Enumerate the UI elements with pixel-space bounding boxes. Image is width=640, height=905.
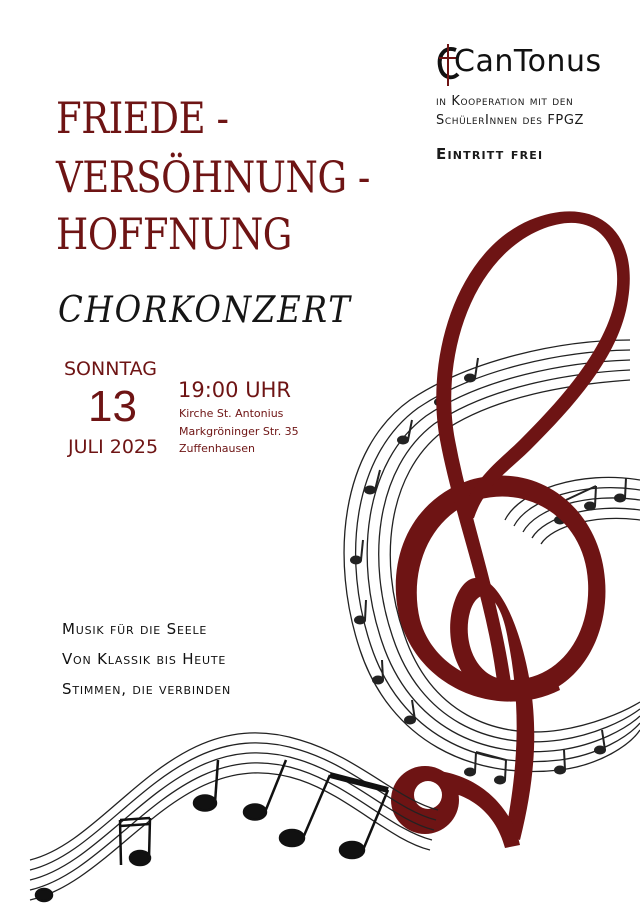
tagline-1: Musik für die Seele — [62, 620, 208, 638]
date-month-year: JULI 2025 — [68, 436, 159, 458]
swirl-notes — [351, 358, 626, 784]
tagline-2: Von Klassik bis Heute — [62, 650, 227, 668]
cooperation-line-2: SchülerInnen des FPGZ — [436, 113, 585, 128]
venue-district: Zuffenhausen — [179, 442, 255, 455]
headline-line-2: VERSÖHNUNG - — [56, 153, 370, 203]
tagline-3: Stimmen, die verbinden — [62, 680, 231, 698]
cooperation-line-1: in Kooperation mit den — [436, 94, 574, 109]
headline-line-1: FRIEDE - — [56, 94, 229, 144]
headline-line-3: HOFFNUNG — [56, 210, 292, 260]
venue-name: Kirche St. Antonius — [179, 407, 284, 420]
date-day: 13 — [88, 382, 137, 431]
cantonus-logo — [436, 40, 616, 86]
bottom-notes — [36, 760, 388, 901]
logo-text: CanTonus — [454, 44, 602, 79]
admission-note: Eintritt frei — [436, 145, 544, 163]
event-subtitle: CHORKONZERT — [58, 290, 352, 331]
treble-clef-icon — [391, 211, 630, 848]
venue-street: Markgröninger Str. 35 — [179, 425, 299, 438]
date-weekday: SONNTAG — [64, 358, 157, 380]
event-time: 19:00 UHR — [178, 378, 291, 402]
